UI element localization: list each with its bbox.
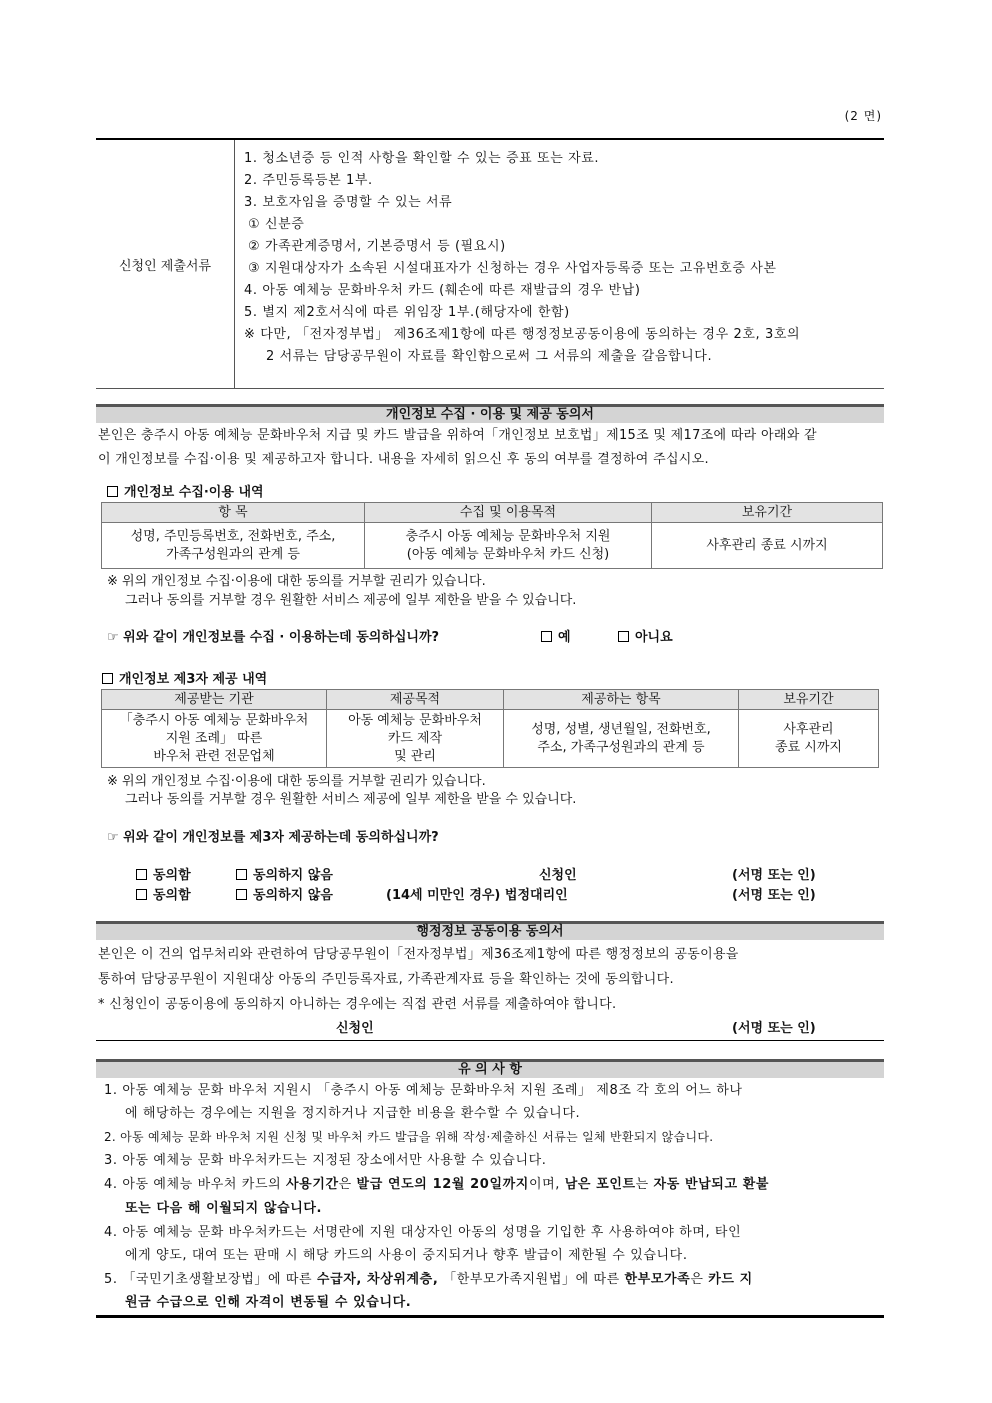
disagree-option-guardian[interactable]: 동의하지 않음 bbox=[236, 884, 333, 903]
sign-field-guardian[interactable]: (서명 또는 인) bbox=[732, 888, 816, 903]
doc-line: ② 가족관계증명서, 기본증명서 등 (필요시) bbox=[248, 239, 506, 254]
checkbox-icon[interactable] bbox=[618, 631, 629, 642]
collect-purpose-cell: 충주시 아동 예체능 문화바우처 지원 (아동 예체능 문화바우처 카드 신청) bbox=[365, 523, 652, 569]
caution-item-5b: 에게 양도, 대여 또는 판매 시 해당 카드의 사용이 중지되거나 향후 발급이 제한될 수 있습니다. bbox=[125, 1248, 688, 1263]
third-period-cell: 사후관리 종료 시까지 bbox=[739, 710, 879, 768]
sign-field[interactable]: (서명 또는 인) bbox=[732, 868, 816, 883]
doc-line: 3. 보호자임을 증명할 수 있는 서류 bbox=[244, 195, 453, 210]
collect-notice-2: 그러나 동의를 거부할 경우 원활한 서비스 제공에 일부 제한을 받을 수 있습니다. bbox=[125, 593, 577, 608]
admin-line-2: 통하여 담당공무원이 지원대상 아동의 주민등록자료, 가족관계자료 등을 확인하는 것에 동의합니다. bbox=[98, 972, 674, 987]
third-items-cell: 성명, 성별, 생년월일, 전화번호, 주소, 가족구성원과의 관계 등 bbox=[504, 710, 739, 768]
collect-notice-1: ※ 위의 개인정보 수집·이용에 대한 동의를 거부할 권리가 있습니다. bbox=[107, 574, 486, 589]
collect-header: 항 목 bbox=[102, 503, 365, 523]
no-option[interactable]: 아니요 bbox=[618, 626, 673, 645]
third-notice-1: ※ 위의 개인정보 수집·이용에 대한 동의를 거부할 권리가 있습니다. bbox=[107, 774, 486, 789]
admin-line-3: * 신청인이 공동이용에 동의하지 아니하는 경우에는 직접 관련 서류를 제출하여야 합니다. bbox=[98, 997, 617, 1012]
third-purpose-cell: 아동 예체능 문화바우처 카드 제작 및 관리 bbox=[327, 710, 504, 768]
collect-question: ☞ 위와 같이 개인정보를 수집 · 이용하는데 동의하십니까? bbox=[107, 630, 440, 645]
third-question: ☞ 위와 같이 개인정보를 제3자 제공하는데 동의하십니까? bbox=[107, 830, 439, 845]
third-party-heading: 개인정보 제3자 제공 내역 bbox=[102, 668, 267, 687]
collect-period-cell: 사후관리 종료 시까지 bbox=[652, 523, 883, 569]
caution-item-4a: 4. 아동 예체능 바우처 카드의 사용기간은 발급 연도의 12월 20일까지이며, 남은 포인트는 자동 반납되고 환불 bbox=[104, 1177, 770, 1192]
checkbox-icon[interactable] bbox=[136, 869, 147, 880]
collect-heading: 개인정보 수집·이용 내역 bbox=[107, 481, 264, 500]
doc-line: 1. 청소년증 등 인적 사항을 확인할 수 있는 증표 또는 자료. bbox=[244, 151, 600, 166]
caution-item-6b: 원금 수급으로 인해 자격이 변동될 수 있습니다. bbox=[125, 1295, 412, 1310]
checkbox-icon[interactable] bbox=[541, 631, 552, 642]
caution-item-3: 3. 아동 예체능 문화 바우처카드는 지정된 장소에서만 사용할 수 있습니다. bbox=[104, 1153, 547, 1168]
third-party-table bbox=[101, 689, 879, 768]
agree-option-guardian[interactable]: 동의함 bbox=[136, 884, 191, 903]
applicant-label: 신청인 bbox=[539, 868, 577, 883]
third-header: 보유기간 bbox=[739, 690, 879, 710]
documents-list bbox=[244, 148, 880, 368]
checkbox-icon[interactable] bbox=[236, 889, 247, 900]
third-notice-2: 그러나 동의를 거부할 경우 원활한 서비스 제공에 일부 제한을 받을 수 있습니다. bbox=[125, 792, 577, 807]
guardian-label: (14세 미만인 경우) 법정대리인 bbox=[386, 888, 568, 903]
doc-line: ① 신분증 bbox=[248, 217, 305, 232]
agree-option[interactable]: 동의함 bbox=[136, 864, 191, 883]
admin-title: 행정정보 공동이용 동의서 bbox=[96, 921, 884, 940]
caution-item-5a: 4. 아동 예체능 문화 바우처카드는 서명란에 지원 대상자인 아동의 성명을 기입한 후 사용하여야 하며, 타인 bbox=[104, 1225, 742, 1240]
third-header: 제공받는 기관 bbox=[102, 690, 327, 710]
documents-label: 신청인 제출서류 bbox=[96, 140, 235, 388]
third-agency-cell: 「충주시 아동 예체능 문화바우처 지원 조례」 따른 바우처 관련 전문업체 bbox=[102, 710, 327, 768]
checkbox-icon bbox=[102, 673, 113, 684]
collect-header: 수집 및 이용목적 bbox=[365, 503, 652, 523]
consent-intro-2: 이 개인정보를 수집·이용 및 제공하고자 합니다. 내용을 자세히 읽으신 후 동의 여부를 결정하여 주십시오. bbox=[98, 452, 709, 467]
checkbox-icon bbox=[107, 486, 118, 497]
doc-line: 4. 아동 예체능 문화바우처 카드 (훼손에 따른 재발급의 경우 반납) bbox=[244, 283, 641, 298]
checkbox-icon[interactable] bbox=[236, 869, 247, 880]
caution-item-1a: 1. 아동 예체능 문화 바우처 지원시 「충주시 아동 예체능 문화바우처 지원 조례」 제8조 각 호의 어느 하나 bbox=[104, 1083, 743, 1098]
caution-item-2: 2. 아동 예체능 문화 바우처 지원 신청 및 바우처 카드 발급을 위해 작성·제출하신 서류는 일체 반환되지 않습니다. bbox=[104, 1130, 714, 1144]
doc-line: ③ 지원대상자가 소속된 시설대표자가 신청하는 경우 사업자등록증 또는 고유번호증 사본 bbox=[248, 261, 777, 276]
admin-line-1: 본인은 이 건의 업무처리와 관련하여 담당공무원이「전자정부법」제36조제1항에 따른 행정정보의 공동이용을 bbox=[98, 947, 739, 962]
doc-line: 5. 별지 제2호서식에 따른 위임장 1부.(해당자에 한함) bbox=[244, 305, 570, 320]
caution-item-1b: 에 해당하는 경우에는 지원을 정지하거나 지급한 비용을 환수할 수 있습니다. bbox=[125, 1106, 581, 1121]
checkbox-icon[interactable] bbox=[136, 889, 147, 900]
caution-item-6a: 5. 「국민기초생활보장법」에 따른 수급자, 차상위계층, 「한부모가족지원법」에 따른 한부모가족은 카드 지 bbox=[104, 1272, 753, 1287]
disagree-option[interactable]: 동의하지 않음 bbox=[236, 864, 333, 883]
page-number: (2 면) bbox=[844, 109, 882, 123]
consent-title: 개인정보 수집 · 이용 및 제공 동의서 bbox=[96, 404, 884, 423]
collect-table bbox=[101, 502, 883, 569]
third-header: 제공하는 항목 bbox=[504, 690, 739, 710]
admin-sign-field[interactable]: (서명 또는 인) bbox=[732, 1021, 816, 1036]
doc-line: 2 서류는 담당공무원이 자료를 확인함으로써 그 서류의 제출을 갈음합니다. bbox=[266, 349, 713, 364]
caution-section bbox=[96, 1079, 884, 1318]
divider bbox=[96, 1040, 884, 1041]
documents-section bbox=[96, 138, 884, 389]
consent-intro-1: 본인은 충주시 아동 예체능 문화바우처 지급 및 카드 발급을 위하여「개인정보 보호법」제15조 및 제17조에 따라 아래와 같 bbox=[98, 428, 817, 443]
doc-line: 2. 주민등록등본 1부. bbox=[244, 173, 373, 188]
caution-item-4b: 또는 다음 해 이월되지 않습니다. bbox=[125, 1201, 323, 1216]
caution-title: 유 의 사 항 bbox=[96, 1059, 884, 1078]
doc-line: ※ 다만, 「전자정부법」 제36조제1항에 따른 행정정보공동이용에 동의하는 경우 2호, 3호의 bbox=[244, 327, 801, 342]
admin-applicant-label: 신청인 bbox=[336, 1021, 374, 1036]
collect-items-cell: 성명, 주민등록번호, 전화번호, 주소, 가족구성원과의 관계 등 bbox=[102, 523, 365, 569]
yes-option[interactable]: 예 bbox=[541, 626, 571, 645]
collect-header: 보유기간 bbox=[652, 503, 883, 523]
third-header: 제공목적 bbox=[327, 690, 504, 710]
